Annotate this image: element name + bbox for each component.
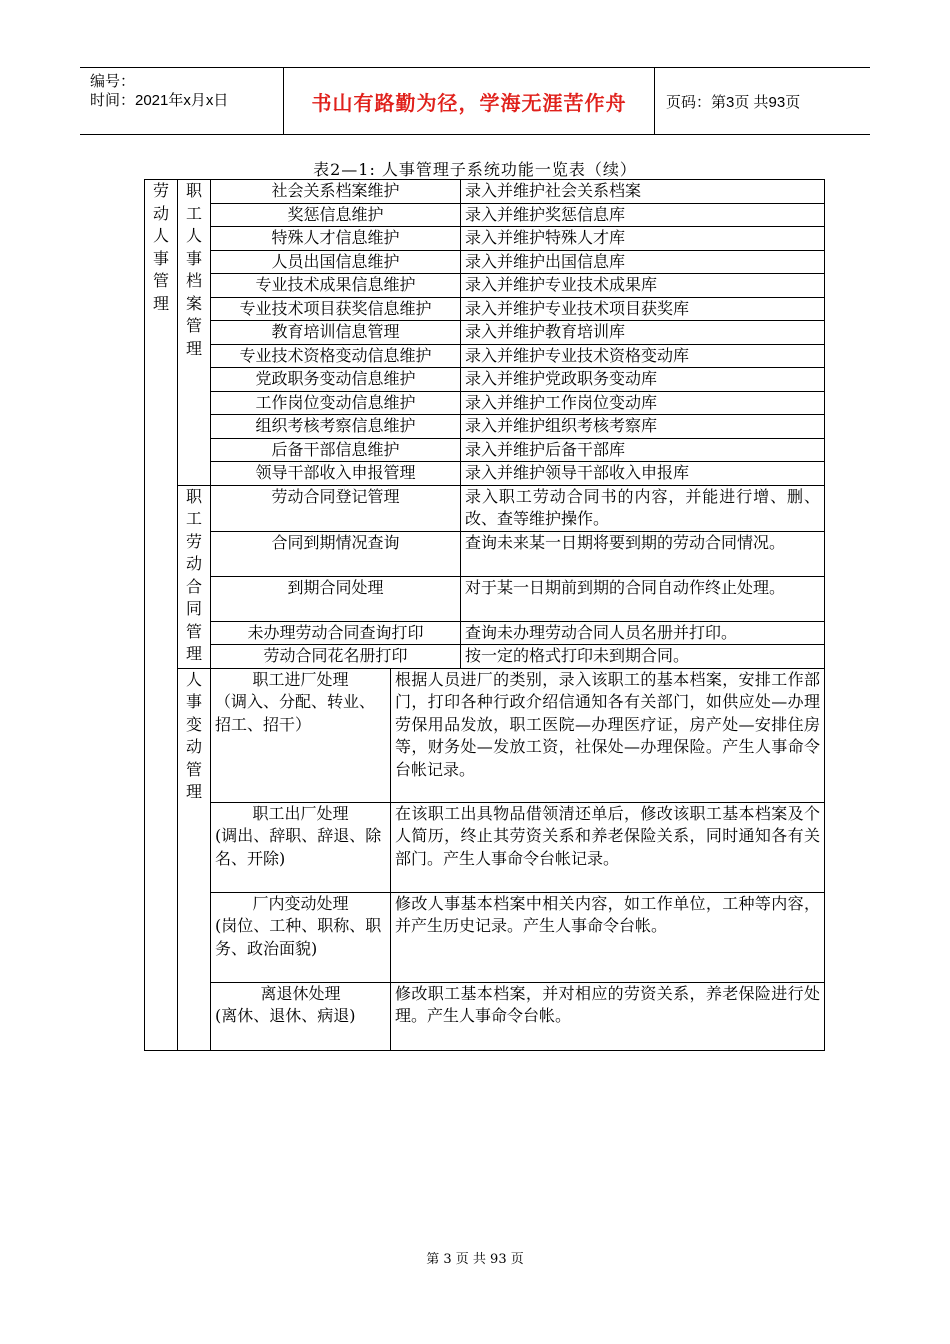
description-cell: 根据人员进厂的类别，录入该职工的基本档案，安排工作部门，打印各种行政介绍信通知各有关部门，如供应处—办理劳保用品发放，职工医院—办理医疗证，房产处—安排住房等，财务处—发放工资，社保处—办理保险。产生人事命令台帐记录。 bbox=[391, 668, 825, 802]
description-cell: 修改人事基本档案中相关内容，如工作单位，工种等内容，并产生历史记录。产生人事命令台帐。 bbox=[391, 892, 825, 982]
table-row bbox=[145, 250, 825, 274]
function-name: 职工出厂处理 bbox=[252, 803, 349, 823]
function-cell: 劳动合同登记管理 bbox=[211, 485, 461, 531]
function-name: 职工进厂处理 bbox=[252, 669, 349, 689]
description-cell: 查询未来某一日期将要到期的劳动合同情况。 bbox=[461, 531, 825, 576]
group-name-cell-text: 人 事 变 动 管 理 bbox=[185, 669, 202, 801]
description-cell: 录入并维护后备干部库 bbox=[461, 438, 825, 462]
function-name: 离退休处理 bbox=[260, 983, 341, 1003]
function-name: 厂内变动处理 bbox=[252, 893, 349, 913]
table-row bbox=[145, 415, 825, 439]
category-cell-text: 劳 动 人 事 管 理 bbox=[152, 181, 169, 313]
function-cell: 到期合同处理 bbox=[211, 576, 461, 621]
function-cell: 组织考核考察信息维护 bbox=[211, 415, 461, 439]
group-name-cell-text: 职 工 劳 动 合 同 管 理 bbox=[185, 486, 202, 663]
function-cell: 专业技术资格变动信息维护 bbox=[211, 344, 461, 368]
function-cell: 专业技术项目获奖信息维护 bbox=[211, 297, 461, 321]
function-detail: (岗位、工种、职称、职务、政治面貌) bbox=[215, 916, 382, 958]
table-row bbox=[145, 485, 825, 531]
description-cell: 按一定的格式打印未到期合同。 bbox=[461, 645, 825, 669]
header-meta bbox=[80, 68, 284, 134]
group-name-cell bbox=[178, 180, 211, 486]
table-caption: 表2—1: 人事管理子系统功能一览表（续） bbox=[313, 160, 637, 179]
header-page-label: 页码：第3页 共93页 bbox=[666, 93, 801, 111]
group-name-cell-text: 职 工 人 事 档 案 管 理 bbox=[185, 181, 202, 358]
table-row bbox=[145, 576, 825, 621]
group-name-cell bbox=[178, 485, 211, 668]
description-cell: 对于某一日期前到期的合同自动作终止处理。 bbox=[461, 576, 825, 621]
table-row bbox=[145, 344, 825, 368]
table-row bbox=[145, 462, 825, 486]
function-cell bbox=[211, 892, 391, 982]
description-cell: 录入并维护组织考核考察库 bbox=[461, 415, 825, 439]
function-cell: 特殊人才信息维护 bbox=[211, 227, 461, 251]
description-cell: 查询未办理劳动合同人员名册并打印。 bbox=[461, 621, 825, 645]
function-cell: 合同到期情况查询 bbox=[211, 531, 461, 576]
description-cell: 录入并维护教育培训库 bbox=[461, 321, 825, 345]
group-name-cell bbox=[178, 668, 211, 1050]
function-cell: 人员出国信息维护 bbox=[211, 250, 461, 274]
function-cell: 社会关系档案维护 bbox=[211, 180, 461, 204]
date-label: 时间：2021年x月x日 bbox=[90, 92, 229, 109]
table-row bbox=[145, 892, 825, 982]
table-row bbox=[145, 668, 825, 802]
table-row bbox=[145, 645, 825, 669]
function-cell: 领导干部收入申报管理 bbox=[211, 462, 461, 486]
table-row bbox=[145, 802, 825, 892]
table-row bbox=[145, 203, 825, 227]
page-header bbox=[80, 67, 870, 135]
function-cell: 未办理劳动合同查询打印 bbox=[211, 621, 461, 645]
description-cell: 录入并维护奖惩信息库 bbox=[461, 203, 825, 227]
description-cell: 录入并维护专业技术项目获奖库 bbox=[461, 297, 825, 321]
header-motto: 书山有路勤为径，学海无涯苦作舟 bbox=[284, 68, 655, 134]
table-row bbox=[145, 982, 825, 1050]
function-table bbox=[144, 179, 825, 1051]
page-footer: 第 3 页 共 93 页 bbox=[426, 1252, 524, 1267]
function-cell bbox=[211, 668, 391, 802]
table-row bbox=[145, 321, 825, 345]
description-cell: 录入并维护领导干部收入申报库 bbox=[461, 462, 825, 486]
function-cell: 专业技术成果信息维护 bbox=[211, 274, 461, 298]
category-cell bbox=[145, 180, 178, 1051]
function-cell: 后备干部信息维护 bbox=[211, 438, 461, 462]
function-detail: (离休、退休、病退) bbox=[215, 1006, 356, 1025]
function-cell: 党政职务变动信息维护 bbox=[211, 368, 461, 392]
description-cell: 在该职工出具物品借领清还单后，修改该职工基本档案及个人简历，终止其劳资关系和养老保险关系，同时通知各有关部门。产生人事命令台帐记录。 bbox=[391, 802, 825, 892]
description-cell: 录入并维护工作岗位变动库 bbox=[461, 391, 825, 415]
description-cell: 录入并维护党政职务变动库 bbox=[461, 368, 825, 392]
table-row bbox=[145, 368, 825, 392]
table-row bbox=[145, 180, 825, 204]
number-label: 编号： bbox=[90, 73, 136, 90]
function-detail: (调出、辞职、辞退、除名、开除) bbox=[215, 826, 382, 868]
description-cell: 录入并维护专业技术成果库 bbox=[461, 274, 825, 298]
table-row bbox=[145, 621, 825, 645]
table-row bbox=[145, 227, 825, 251]
table-row bbox=[145, 274, 825, 298]
function-cell bbox=[211, 802, 391, 892]
function-cell: 劳动合同花名册打印 bbox=[211, 645, 461, 669]
function-cell bbox=[211, 982, 391, 1050]
description-cell: 录入并维护社会关系档案 bbox=[461, 180, 825, 204]
table-row bbox=[145, 531, 825, 576]
function-cell: 教育培训信息管理 bbox=[211, 321, 461, 345]
table-row bbox=[145, 297, 825, 321]
table-row bbox=[145, 438, 825, 462]
description-cell: 修改职工基本档案，并对相应的劳资关系，养老保险进行处理。产生人事命令台帐。 bbox=[391, 982, 825, 1050]
description-cell: 录入并维护专业技术资格变动库 bbox=[461, 344, 825, 368]
description-cell: 录入职工劳动合同书的内容，并能进行增、删、改、查等维护操作。 bbox=[461, 485, 825, 531]
function-cell: 工作岗位变动信息维护 bbox=[211, 391, 461, 415]
table-row bbox=[145, 391, 825, 415]
function-detail: （调入、分配、转业、招工、招干） bbox=[215, 692, 376, 734]
description-cell: 录入并维护出国信息库 bbox=[461, 250, 825, 274]
description-cell: 录入并维护特殊人才库 bbox=[461, 227, 825, 251]
function-cell: 奖惩信息维护 bbox=[211, 203, 461, 227]
